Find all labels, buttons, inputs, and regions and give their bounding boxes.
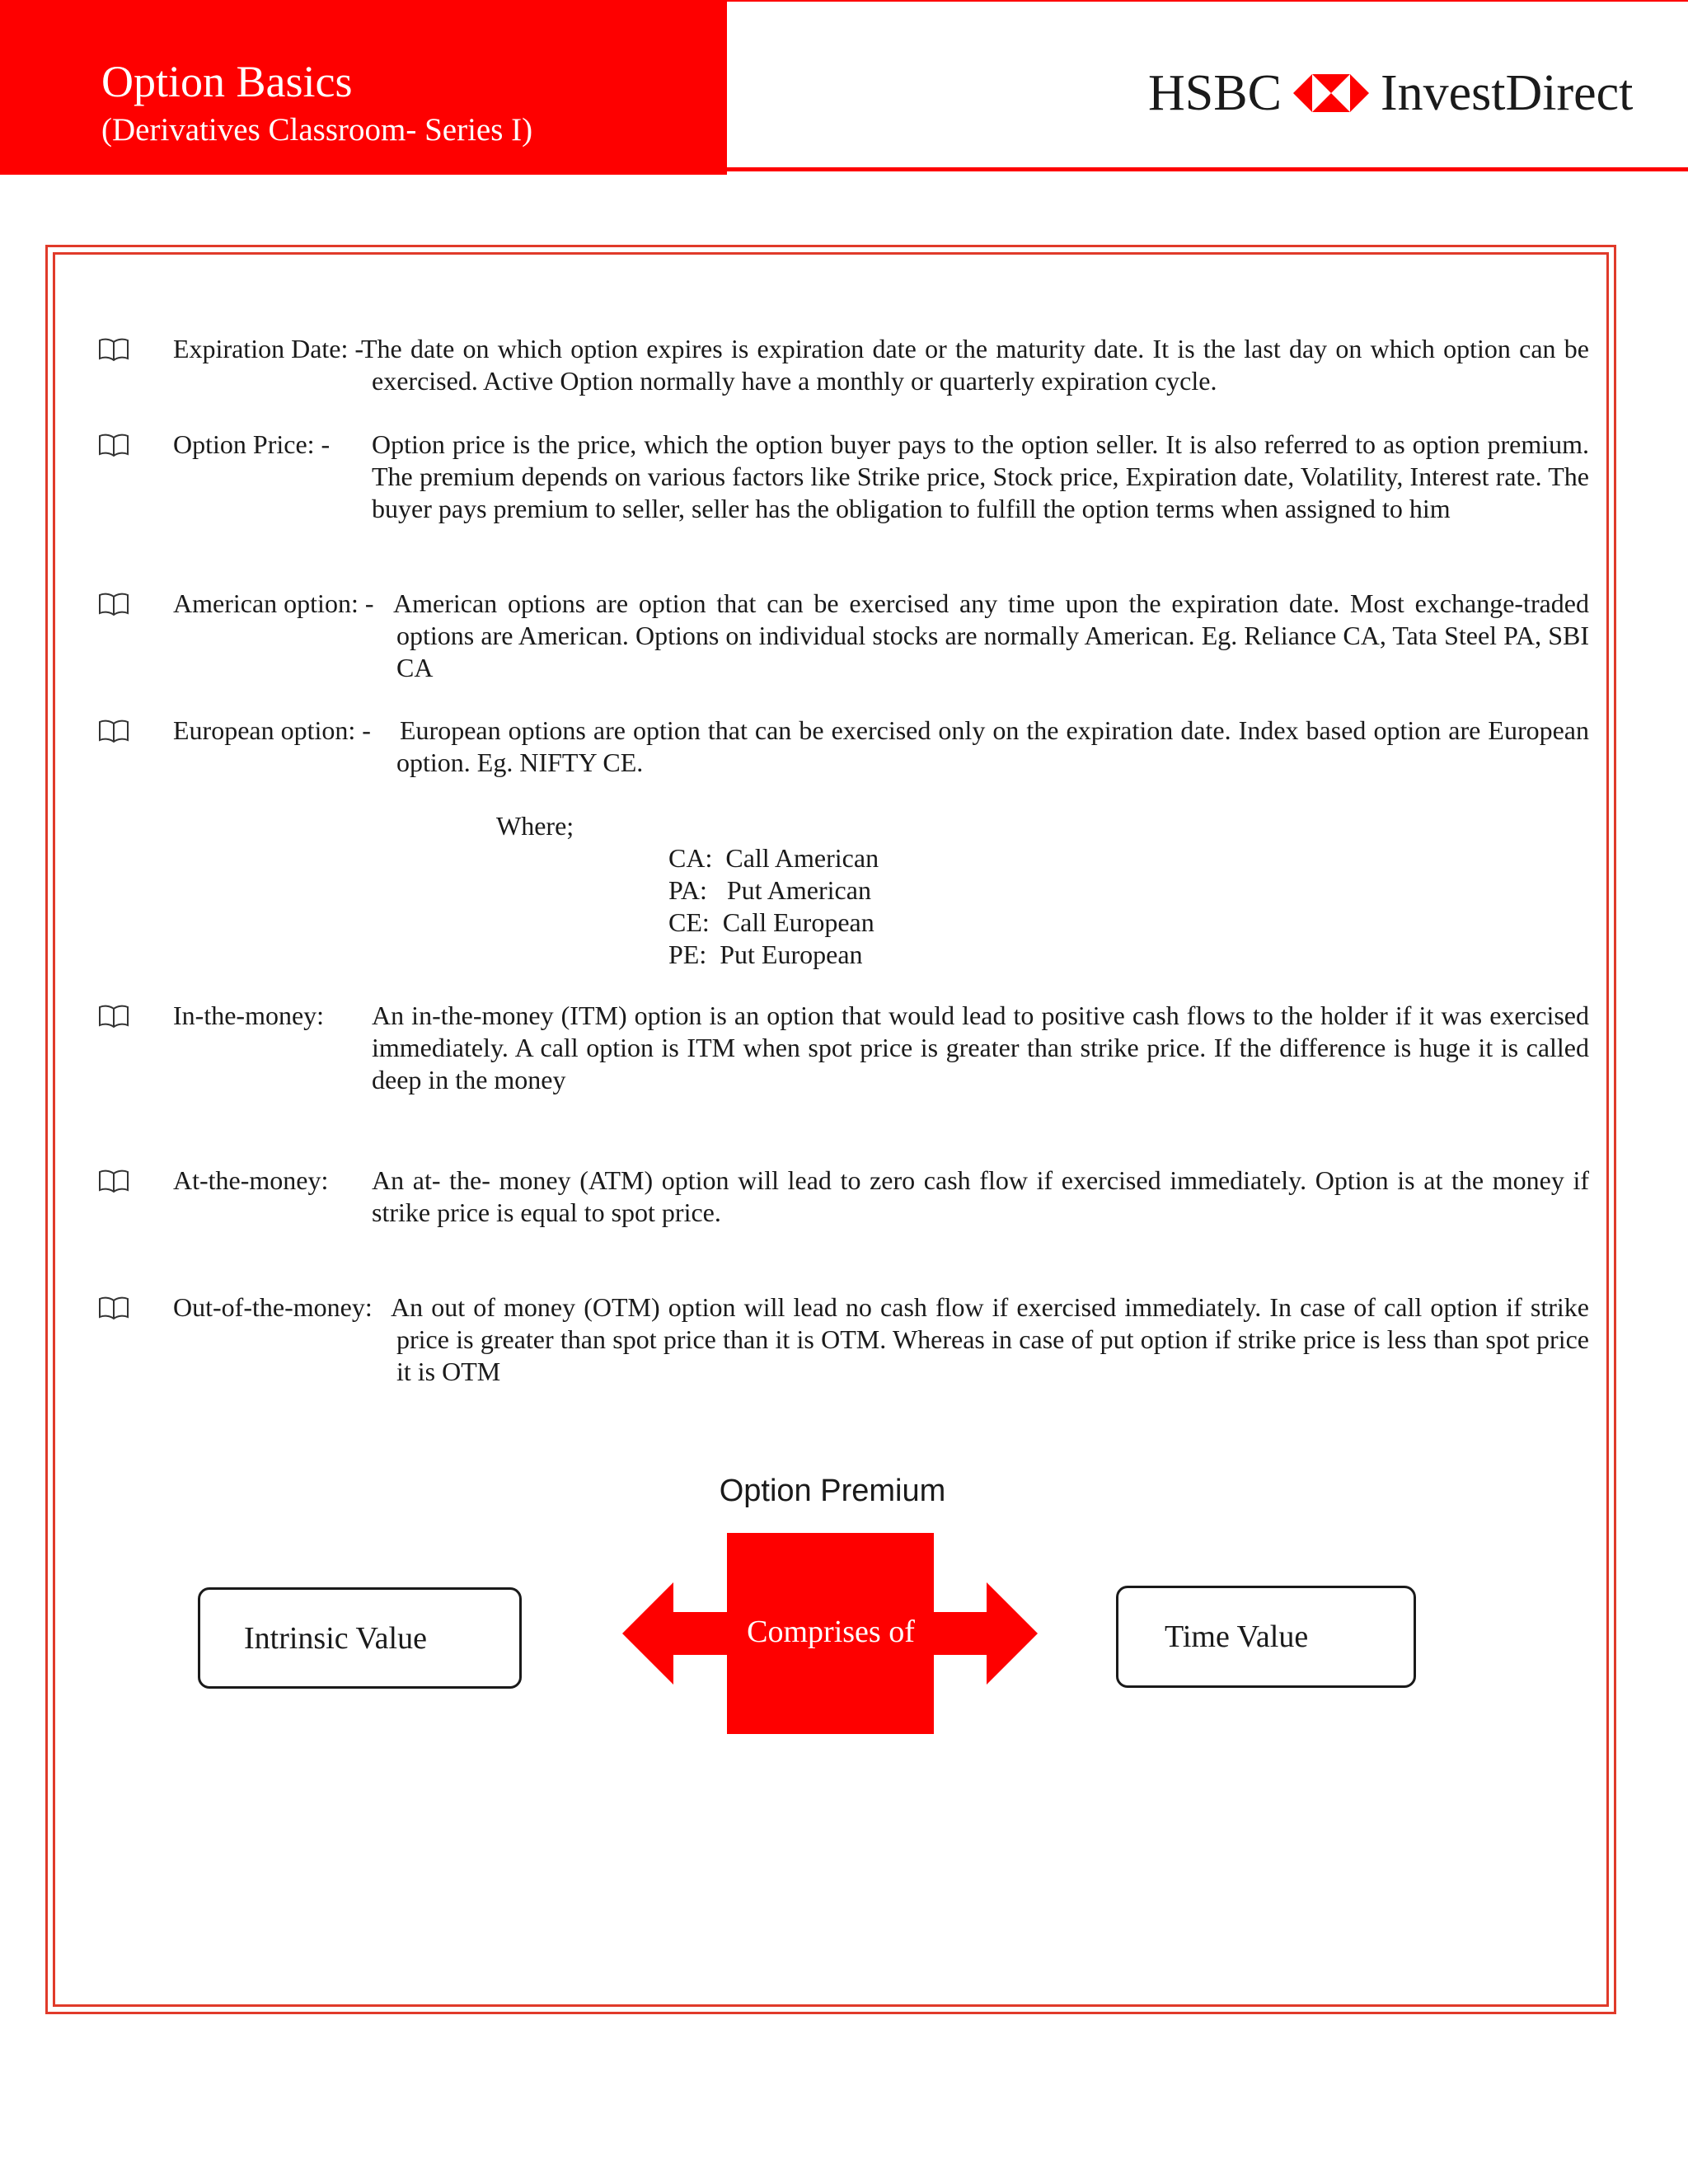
entry-description: An out of money (OTM) option will lead no cash flow if exercised immediately. In case of call option if strike price is greater than spot price than it is OTM. Whereas in case of put option if strike price is less than spot price it is OTM [391, 1292, 1589, 1386]
comprises-of-label: Comprises of [747, 1615, 915, 1649]
abbreviation-item: CE: Call European [668, 907, 874, 937]
header-top-rule [727, 0, 1688, 2]
time-value-box [1116, 1586, 1416, 1688]
book-icon [98, 1296, 129, 1320]
time-value-label: Time Value [1165, 1619, 1309, 1654]
entry-term: European option: - [173, 715, 371, 745]
diagram-title: Option Premium [719, 1474, 946, 1508]
book-icon [98, 1004, 129, 1029]
book-icon [98, 719, 129, 743]
abbreviation-item: CA: Call American [668, 843, 879, 873]
entry-description: Option price is the price, which the option buyer pays to the option seller. It is also referred to as option premium. The premium depends on various factors like Strike price, Stock price, Expiration date, Volatility, Interest rate. The buyer pays premium to seller, seller has the obligation to fulfill the option terms when assigned to him [372, 429, 1589, 523]
entry-description: European options are option that can be exercised only on the expiration date. Index based option are European option. Eg. NIFTY CE. [396, 715, 1589, 777]
book-icon [98, 1169, 129, 1193]
logo-hsbc-text: HSBC [1148, 65, 1282, 121]
entry-term: Option Price: - [173, 429, 331, 459]
entry-term: Out-of-the-money: [173, 1292, 373, 1322]
abbreviation-item: PA: Put American [668, 875, 871, 905]
where-label: Where; [496, 811, 574, 841]
entry-description: The date on which option expires is expiration date or the maturity date. It is the last day on which option can be exercised. Active Option normally have a monthly or quarterly expiration cycle. [361, 334, 1589, 396]
entry-term: Expiration Date: - [173, 334, 364, 363]
entry-term: In-the-money: [173, 1001, 325, 1030]
entry-term: American option: - [173, 588, 374, 618]
entry-description: American options are option that can be exercised any time upon the expiration date. Most exchange-traded options are American. Options on individual stocks are normally American. Eg. Reliance CA, Tata Steel PA, SBI CA [393, 588, 1589, 682]
entry-term: At-the-money: [173, 1165, 329, 1195]
book-icon [98, 433, 129, 457]
entry-description: An at- the- money (ATM) option will lead to zero cash flow if exercised immediately. Option is at the money if strike price is equal to spot price. [372, 1165, 1589, 1227]
page-title: Option Basics [101, 57, 353, 106]
hsbc-hexagon-icon [1293, 74, 1369, 112]
intrinsic-value-box [198, 1587, 522, 1689]
entry-description: An in-the-money (ITM) option is an option that would lead to positive cash flows to the holder if it was exercised immediately. A call option is ITM when spot price is greater than strike price. If the difference is huge it is called deep in the money [372, 1001, 1589, 1094]
book-icon [98, 592, 129, 616]
intrinsic-value-label: Intrinsic Value [244, 1620, 427, 1656]
book-icon [98, 337, 129, 362]
abbreviation-item: PE: Put European [668, 940, 863, 969]
page-subtitle: (Derivatives Classroom- Series I) [101, 112, 533, 148]
hsbc-investdirect-logo [1148, 64, 1633, 122]
header-rule [727, 167, 1688, 171]
abbreviation-list [668, 842, 879, 971]
logo-investdirect-text: InvestDirect [1380, 65, 1634, 121]
